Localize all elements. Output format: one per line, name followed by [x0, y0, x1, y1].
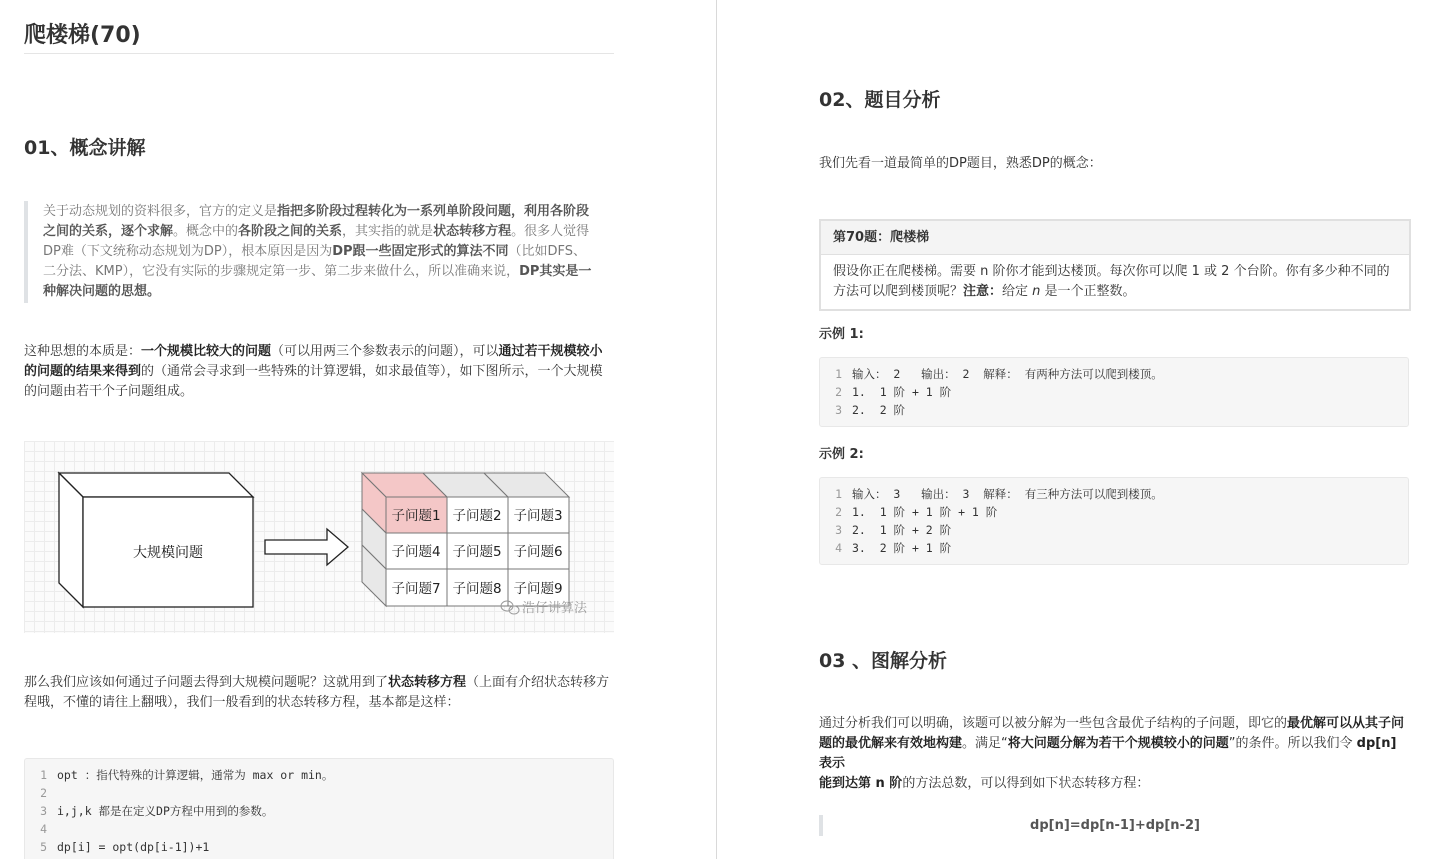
paragraph-line [819, 714, 1411, 734]
bold-text: DP其实是一 [519, 264, 592, 279]
bold-text: 各阶段之间的关系 [238, 224, 343, 239]
subproblem-label: 子问题1 [391, 508, 441, 524]
example-1-code-block [819, 357, 1409, 427]
problem-description [821, 255, 1409, 309]
bold-text: 状态转移方程 [433, 224, 512, 239]
example-2-code-block [819, 477, 1409, 565]
code-text: 1. 1 阶 + 1 阶 + 1 阶 [852, 505, 998, 519]
quote-line [43, 262, 618, 282]
bold-text: 将大问题分解为若干个规模较小的问题 [1007, 736, 1229, 751]
paragraph-line [24, 362, 614, 382]
state-transition-code-block [24, 758, 614, 859]
line-number: 1 [835, 367, 842, 381]
code-text: 2. 1 阶 + 2 阶 [852, 523, 952, 537]
text-run: ，其实指的就是 [342, 224, 434, 239]
bold-text: 状态转移方程 [388, 675, 467, 690]
bold-text: 通过若干规模较小 [498, 344, 603, 359]
code-text: opt ：指代特殊的计算逻辑，通常为 max or min。 [57, 768, 334, 782]
left-page [0, 0, 716, 859]
code-line [25, 766, 613, 784]
paragraph-line [24, 342, 614, 362]
text-run: 通过分析我们可以明确，该题可以被分解为一些包含最优子结构的子问题，即它的 [819, 716, 1288, 731]
definition-quote [24, 201, 618, 303]
bold-text: 题的最优解来有效地构建 [819, 736, 963, 751]
code-text: 输入： 2 输出： 2 解释： 有两种方法可以爬到楼顶。 [852, 367, 1163, 381]
text-run: （上面有介绍状态转移方 [466, 675, 610, 690]
paragraph-line [819, 734, 1411, 774]
paragraph-line [24, 673, 614, 693]
paragraph-line [819, 154, 1409, 174]
subproblem-label: 子问题3 [513, 508, 563, 524]
bold-text: 一个规模比较大的问题 [141, 344, 272, 359]
text-run: 。概念中的 [173, 224, 239, 239]
subproblem-diagram [24, 441, 614, 633]
subproblem-label: 子问题8 [452, 581, 502, 597]
text-run: 。满足“ [962, 736, 1008, 751]
big-problem-box [59, 473, 253, 607]
code-text: 1. 1 阶 + 1 阶 [852, 385, 952, 399]
subproblem-label: 子问题9 [513, 581, 563, 597]
code-text: 2. 2 阶 [852, 403, 906, 417]
bold-text: 注意： [963, 284, 1003, 299]
code-line [820, 365, 1408, 383]
line-number: 1 [40, 768, 47, 782]
bold-text: 能到达第 n 阶 [819, 776, 903, 791]
line-number: 2 [40, 786, 47, 800]
code-line [25, 838, 613, 856]
text-run: 程哦，不懂的请往上翻哦），我们一般看到的状态转移方程，基本都是这样： [24, 695, 460, 710]
big-problem-label: 大规模问题 [133, 545, 203, 561]
italic-text: n [1032, 284, 1041, 299]
code-line [25, 784, 613, 802]
text-run: （比如DFS、 [508, 244, 587, 259]
transition-paragraph [24, 673, 614, 713]
bold-text: 之间的关系，逐个求解 [43, 224, 174, 239]
subproblem-label: 子问题7 [391, 581, 441, 597]
line-number: 4 [835, 541, 842, 555]
bold-text: 的问题的结果来得到 [24, 364, 142, 379]
line-number: 2 [835, 385, 842, 399]
subproblem-label: 子问题4 [391, 544, 441, 560]
code-text: 输入： 3 输出： 3 解释： 有三种方法可以爬到楼顶。 [852, 487, 1163, 501]
code-line [820, 503, 1408, 521]
line-number: 3 [835, 523, 842, 537]
code-text: i,j,k 都是在定义DP方程中用到的参数。 [57, 804, 274, 818]
paragraph-line [24, 693, 614, 713]
paragraph-line [24, 382, 614, 402]
text-run: 那么我们应该如何通过子问题去得到大规模问题呢？这就用到了 [24, 675, 389, 690]
text-run: 方法可以爬到楼顶呢？ [833, 284, 964, 299]
text-run: 的（通常会寻求到一些特殊的计算逻辑，如求最值等），如下图所示，一个大规模 [141, 364, 603, 379]
code-text: 3. 2 阶 + 1 阶 [852, 541, 952, 555]
example-2-label: 示例 2: [819, 447, 864, 462]
text-run: 是一个正整数。 [1040, 284, 1136, 299]
code-line [820, 383, 1408, 401]
code-line [820, 521, 1408, 539]
text-run: 。很多人觉得 [511, 224, 590, 239]
text-run: 给定 [1002, 284, 1033, 299]
code-line [820, 485, 1408, 503]
subproblem-label: 子问题6 [513, 544, 563, 560]
problem-card [819, 219, 1411, 311]
example-1-label: 示例 1: [819, 327, 864, 342]
problem-title: 第70题：爬楼梯 [821, 221, 1409, 255]
text-run: 的方法总数，可以得到如下状态转移方程： [902, 776, 1150, 791]
bold-text: DP跟一些固定形式的算法不同 [332, 244, 509, 259]
line-number: 2 [835, 505, 842, 519]
line-number: 4 [40, 822, 47, 836]
text-run: 关于动态规划的资料很多，官方的定义是 [43, 204, 278, 219]
text-run: （可以用两三个参数表示的问题），可以 [271, 344, 499, 359]
analysis-paragraph [819, 714, 1411, 794]
line-number: 3 [40, 804, 47, 818]
code-text: dp[i] = opt(dp[i-1])+1 [57, 840, 210, 854]
code-line [820, 401, 1408, 419]
bold-text: 指把多阶段过程转化为一系列单阶段问题，利用各阶段 [277, 204, 590, 219]
bold-text: 种解决问题的思想。 [43, 284, 161, 299]
line-number: 1 [835, 487, 842, 501]
watermark-text: 浩仔讲算法 [522, 601, 588, 616]
bold-text: 最优解可以从其子问 [1287, 716, 1405, 731]
quote-line [43, 222, 618, 242]
section-heading-concept: 01、概念讲解 [24, 137, 146, 159]
quote-line [43, 282, 618, 302]
quote-line [43, 202, 618, 222]
text-run: ”的条件。所以我们令 [1228, 736, 1357, 751]
line-number: 5 [40, 840, 47, 854]
code-line [820, 539, 1408, 557]
line-number: 3 [835, 403, 842, 417]
section-heading-analysis: 02、题目分析 [819, 89, 941, 111]
right-arrow-icon [265, 529, 348, 565]
essence-paragraph [24, 342, 614, 402]
problem-line [833, 262, 1397, 282]
state-transition-formula: dp[n]=dp[n-1]+dp[n-2] [1030, 818, 1200, 833]
bold-text: dp[n] 表示 [819, 736, 1397, 771]
paragraph-line [819, 774, 1411, 794]
document-title: 爬楼梯(70) [24, 23, 141, 48]
title-divider [24, 53, 614, 54]
quote-line [43, 242, 618, 262]
text-run: 的问题由若干个子问题组成。 [24, 384, 194, 399]
problem-line [833, 282, 1397, 302]
subproblem-label: 子问题5 [452, 544, 502, 560]
text-run: 这种思想的本质是： [24, 344, 142, 359]
section-heading-diagram: 03 、图解分析 [819, 650, 948, 672]
text-run: 假设你正在爬楼梯。需要 n 阶你才能到达楼顶。每次你可以爬 1 或 2 个台阶。你有多少种不同的 [833, 264, 1390, 279]
intro-paragraph [819, 154, 1409, 174]
subproblem-label: 子问题2 [452, 508, 502, 524]
code-line [25, 820, 613, 838]
text-run: 我们先看一道最简单的DP题目，熟悉DP的概念： [819, 156, 1102, 171]
code-line [25, 802, 613, 820]
text-run: DP难（下文统称动态规划为DP），根本原因是因为 [43, 244, 333, 259]
text-run: 二分法、KMP），它没有实际的步骤规定第一步、第二步来做什么，所以准确来说， [43, 264, 520, 279]
